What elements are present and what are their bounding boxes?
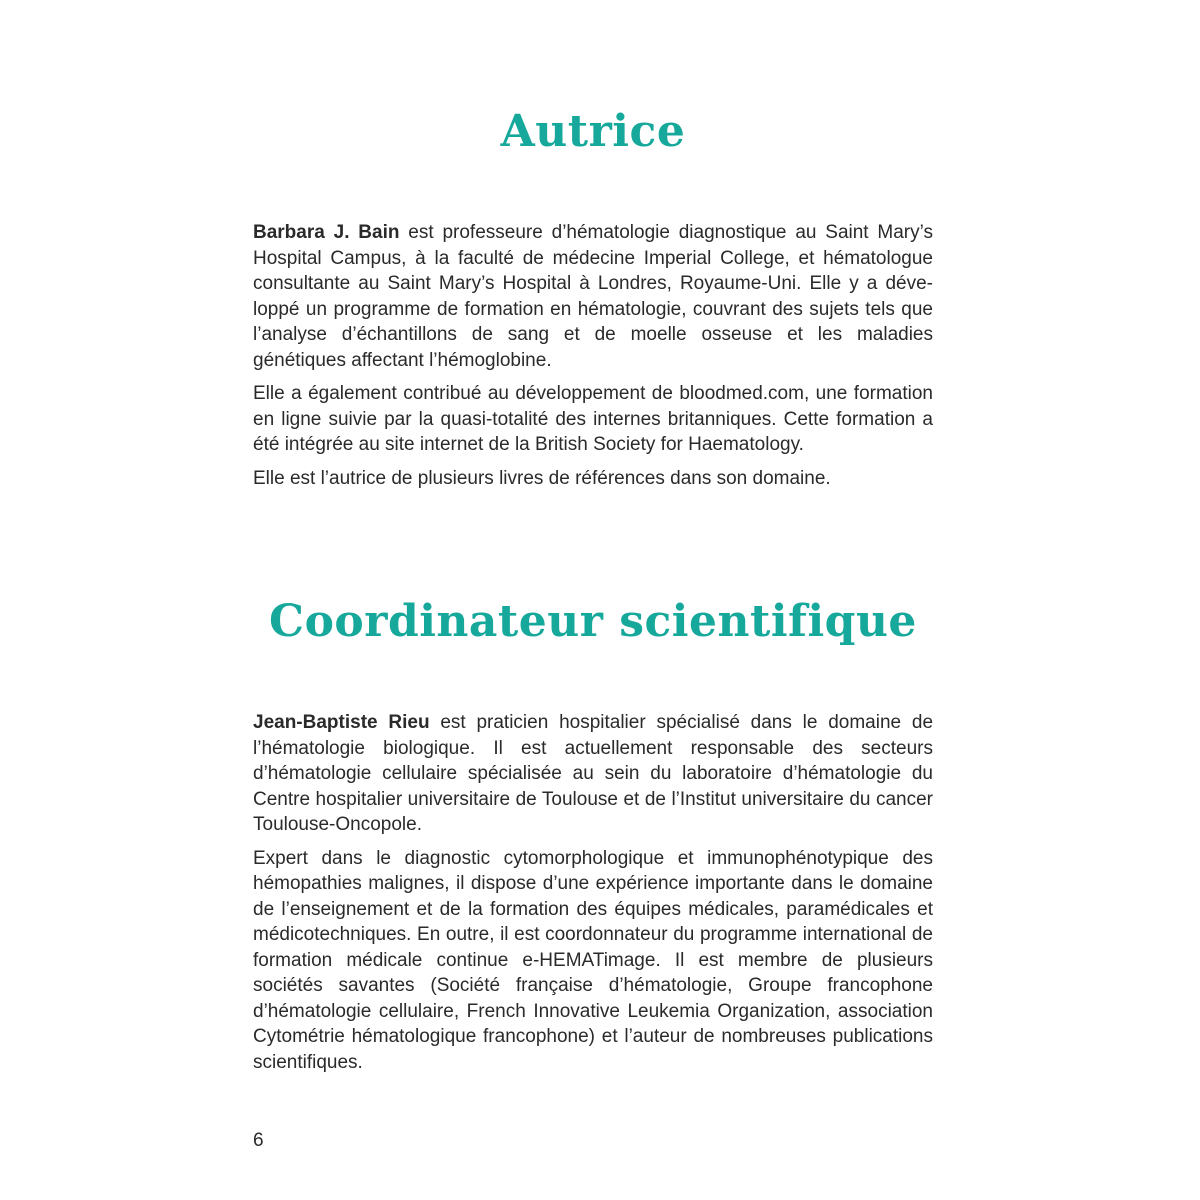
paragraph: Elle a également contribué au développement de bloodmed.com, une formation en ligne suivie par la quasi-totalité des internes britanniques. Cette formation a été intégrée au site internet de la British Society for Haematology. bbox=[253, 383, 933, 455]
section-title-coordinateur: Coordinateur scientifique bbox=[269, 596, 917, 647]
paragraph: Expert dans le diagnostic cytomorphologique et immunophénotypique des hémopathies malignes, il dispose d’une expérience importante dans le domaine de l’enseignement et de la formation des équipes médicales, paramédicales et médicotechniques. En outre, il est coordonnateur du programme international de formation médicale continue e-HEMATimage. Il est membre de plusieurs sociétés savantes (Société française d’hématologie, Groupe francophone d’hématologie cellulaire, French Innovative Leukemia Organization, association Cytométrie hématologique francophone) et l’auteur de nombreuses publications scientifiques. bbox=[253, 847, 933, 1073]
paragraph-text: est praticien hospitalier spécialisé dans le domaine de l’hématologie biologique. Il est actuellement responsable des secteurs d’hématologie cellulaire spécialisée au sein du laboratoire d’hématologie du Centre hospitalier universitaire de Toulouse et de l’Institut universitaire du cancer Toulouse-Oncopole. bbox=[253, 712, 934, 835]
paragraph bbox=[253, 710, 933, 838]
paragraph: Elle est l’autrice de plusieurs livres de références dans son domaine. bbox=[253, 467, 831, 489]
paragraph bbox=[253, 220, 933, 373]
section-coordinateur-body bbox=[253, 710, 933, 1083]
page-number: 6 bbox=[253, 1130, 264, 1151]
coordinator-name: Jean-Baptiste Rieu bbox=[253, 712, 430, 733]
section-autrice-body bbox=[253, 220, 933, 499]
author-name: Barbara J. Bain bbox=[253, 222, 400, 243]
section-title-autrice: Autrice bbox=[500, 106, 686, 157]
paragraph-text: est professeure d’hématologie diagnostique au Saint Mary’s Hospital Campus, à la faculté de médecine Imperial College, et hématologue consultante au Saint Mary’s Hospital à Londres, Royaume-Uni. Elle y a développé un programme de formation en hématologie, couvrant des sujets tels que l’analyse d’échantillons de sang et de moelle osseuse et les maladies génétiques affectant l’hémoglobine. bbox=[253, 222, 933, 371]
